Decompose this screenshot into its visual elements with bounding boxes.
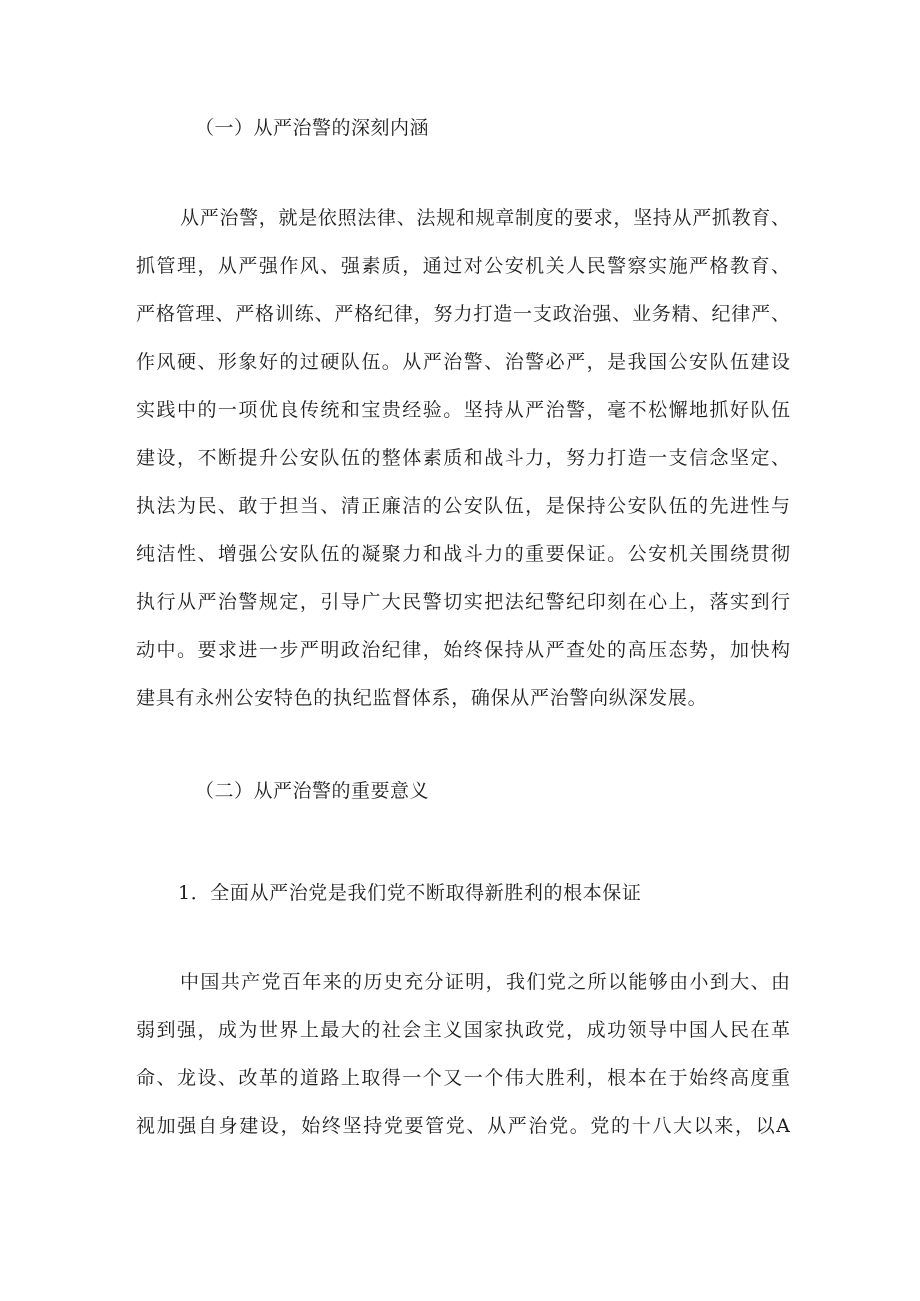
paragraph-line: 弱到强，成为世界上最大的社会主义国家执政党，成功领导中国人民在革 [136,1019,790,1041]
section2-paragraph [136,958,790,1150]
paragraph-line: 执行从严治警规定，引导广大民警切实把法纪警纪印刻在心上，落实到行 [136,591,790,613]
paragraph-line: 命、龙设、改革的道路上取得一个又一个伟大胜利，根本在于始终高度重 [136,1067,790,1089]
paragraph-line: 执法为民、敢于担当、清正廉洁的公安队伍，是保持公安队伍的先进性与 [136,495,790,517]
paragraph-line: 从严治警，就是依照法律、法规和规章制度的要求，坚持从严抓教育、 [180,207,790,229]
subsection-heading-1: 1．全面从严治党是我们党不断取得新胜利的根本保证 [178,882,642,904]
paragraph-line: 中国共产党百年来的历史充分证明，我们党之所以能够由小到大、由 [180,971,790,993]
paragraph-line: 建设，不断提升公安队伍的整体素质和战斗力，努力打造一支信念坚定、 [136,447,790,469]
paragraph-line: 严格管理、严格训练、严格纪律，努力打造一支政治强、业务精、纪律严、 [136,303,790,325]
section1-paragraph [136,194,790,722]
section-heading-2: （二）从严治警的重要意义 [195,780,430,802]
paragraph-line: 纯洁性、增强公安队伍的凝聚力和战斗力的重要保证。公安机关围绕贯彻 [136,543,790,565]
paragraph-line: 视加强自身建设，始终坚持党要管党、从严治党。党的十八大以来，以A [136,1115,790,1137]
section-heading-1: （一）从严治警的深刻内涵 [195,117,430,139]
paragraph-line: 动中。要求进一步严明政治纪律，始终保持从严查处的高压态势，加快构 [136,639,790,661]
paragraph-line: 建具有永州公安特色的执纪监督体系，确保从严治警向纵深发展。 [136,687,708,709]
paragraph-line: 抓管理，从严强作风、强素质，通过对公安机关人民警察实施严格教育、 [136,255,790,277]
paragraph-line: 作风硬、形象好的过硬队伍。从严治警、治警必严，是我国公安队伍建设 [136,351,790,373]
paragraph-line: 实践中的一项优良传统和宝贵经验。坚持从严治警，毫不松懈地抓好队伍 [136,399,790,421]
